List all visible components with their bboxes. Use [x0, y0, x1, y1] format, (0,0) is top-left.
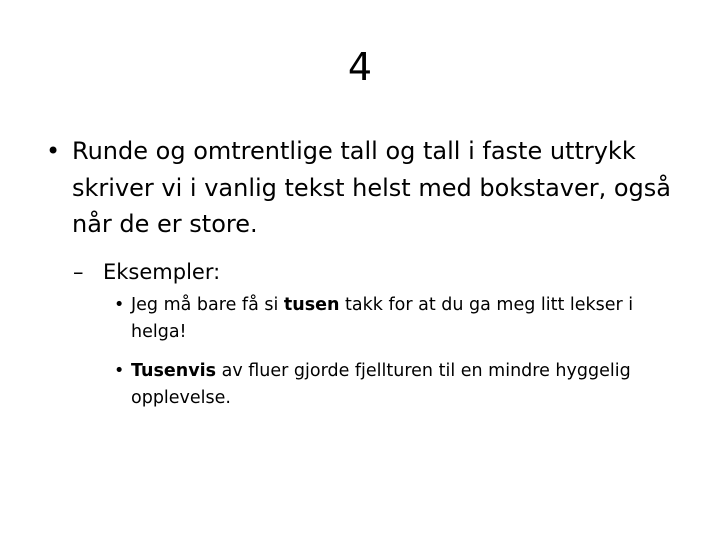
bullet-icon: • — [46, 137, 61, 165]
example-text-after: takk for at du ga meg litt lekser i helga! — [131, 295, 634, 342]
example-item-2 — [114, 358, 694, 412]
sub-bullet-text: Eksempler: — [103, 260, 221, 284]
example-item-1 — [114, 292, 694, 346]
bullet-icon: • — [114, 295, 125, 315]
example-text-before: Jeg må bare få si — [131, 295, 284, 315]
example-text-bold: tusen — [283, 295, 340, 315]
bullet-icon: • — [114, 361, 125, 381]
main-bullet-text: Runde og omtrentlige tall og tall i faste uttrykk skriver vi i vanlig tekst helst med bokstaver, også når de er store. — [72, 137, 671, 238]
slide-title: 4 — [347, 45, 373, 89]
dash-icon: – — [73, 260, 84, 284]
example-text-after: av fluer gjorde fjellturen til en mindre hyggelig opplevelse. — [131, 361, 631, 408]
main-bullet-item — [46, 133, 696, 243]
example-text-1 — [131, 292, 694, 346]
sub-bullet-item — [73, 257, 673, 287]
example-text-bold: Tusenvis — [131, 361, 217, 381]
example-text-2 — [131, 358, 694, 412]
